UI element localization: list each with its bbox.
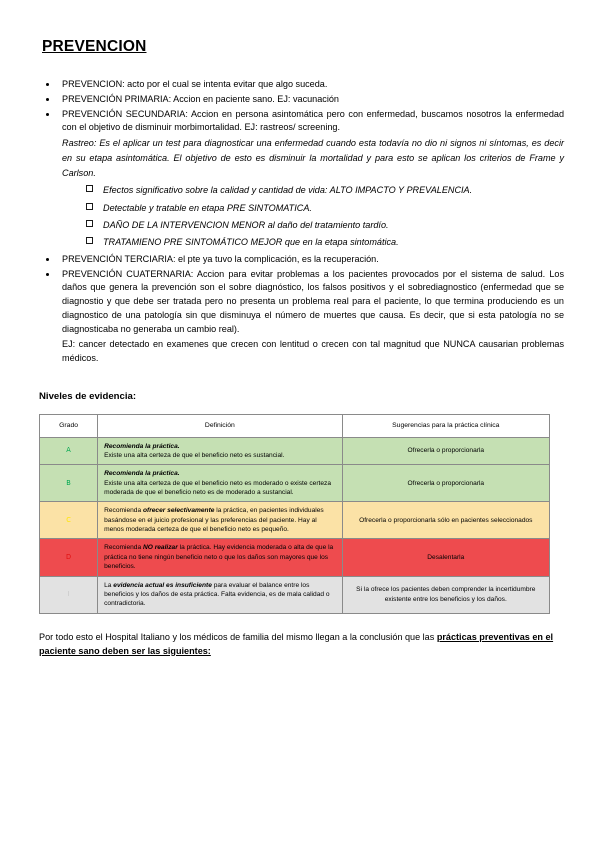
definition-cell-a	[98, 437, 342, 465]
list-item	[38, 78, 564, 92]
list-item	[38, 268, 564, 365]
bullet-dot-icon	[46, 113, 49, 116]
table-header	[40, 414, 550, 437]
checkbox-item-label: DAÑO DE LA INTERVENCION MENOR al daño del tratamiento tardío.	[103, 220, 389, 231]
page-title: PREVENCION	[42, 38, 147, 55]
table-body	[40, 437, 550, 613]
definition-body: la práctica. Hay evidencia moderada o alta de que la práctica no tiene ningún beneficio neto o que los daños son mayores que los beneficios.	[104, 544, 334, 571]
table-row	[40, 576, 550, 613]
checkbox-list-item	[86, 235, 564, 249]
definition-body: Existe una alta certeza de que el beneficio neto es moderado o existe certeza moderada de que el beneficio neto es de moderado a sustancial.	[104, 479, 332, 496]
suggestion-cell-c: Ofrecerla o proporcionarla sólo en pacientes seleccionados	[342, 502, 549, 539]
table-row	[40, 437, 550, 465]
checkbox-list-item	[86, 218, 564, 232]
definition-prefix: Recomienda	[104, 544, 143, 552]
list-item-label: PREVENCIÓN CUATERNARIA: Accion para evitar problemas a los pacientes provocados por el sistema de salud. Los daños que genera la prevención son el sobre diagnóstico, los falsos positivos y el sobrediagnostico (enfermedad que se diagnostio y que debe ser tratada pero no presenta un problema real para el paciente, lo que termina produciendo es un diagnostico de una patología sin que disminuya el número de muertes que causa. Es decir, que si esta patología no se diagnosticaba no generaba un cambio real).	[62, 268, 564, 334]
list-item-label: PREVENCIÓN PRIMARIA: Accion en paciente sano. EJ: vacunación	[62, 93, 339, 104]
checkbox-icon[interactable]	[86, 203, 93, 210]
checkbox-list-item	[86, 201, 564, 215]
definition-body: Existe una alta certeza de que el beneficio neto es sustancial.	[104, 451, 285, 459]
section-heading-niveles-evidencia: Niveles de evidencia:	[39, 390, 137, 402]
definition-headline: Recomienda la práctica.	[104, 442, 180, 450]
conclusion-line-1: Por todo esto el Hospital Italiano y los médicos de familia del mismo llegan a la conclusión que las	[39, 631, 435, 642]
bullet-dot-icon	[46, 83, 49, 86]
frame-carlson-criteria-list	[62, 183, 564, 249]
checkbox-item-label: Efectos significativo sobre la calidad y cantidad de vida: ALTO IMPACTO Y PREVALENCIA.	[103, 185, 473, 196]
rastreo-paragraph: Rastreo: Es el aplicar un test para diagnosticar una enfermedad cuando esta todavía no dio ni signos ni síntomas, es decir en su etapa asintomática. El objetivo de esto es disminuir la mortalidad y para esto se aplican los criterios de Frame y Carlson.	[62, 138, 564, 178]
list-item	[38, 253, 564, 267]
definition-cell-i	[98, 576, 342, 613]
table-row	[40, 502, 550, 539]
list-item	[38, 93, 564, 107]
list-item	[38, 108, 564, 250]
definition-prefix: Recomienda	[104, 507, 143, 515]
column-header-definicion: Definición	[98, 414, 342, 437]
grade-cell-d: D	[40, 539, 98, 576]
grade-cell-c: C	[40, 502, 98, 539]
conclusion-paragraph	[39, 630, 564, 658]
bullet-dot-icon	[46, 258, 49, 261]
table-row	[40, 465, 550, 502]
checkbox-item-label: TRATAMIENO PRE SINTOMÁTICO MEJOR que en la etapa sintomática.	[103, 237, 399, 248]
definition-emphasis: ofrecer selectivamente	[142, 507, 215, 515]
list-item-label: PREVENCIÓN SECUNDARIA: Accion en persona asintomática pero con enfermedad, buscamos nosotros la enfermedad con el objetivo de disminuir morbimortalidad. EJ: rastreos/ screening.	[62, 108, 564, 133]
checkbox-icon[interactable]	[86, 185, 93, 192]
definition-emphasis: NO realizar	[142, 544, 178, 552]
checkbox-icon[interactable]	[86, 220, 93, 227]
checkbox-icon[interactable]	[86, 237, 93, 244]
definition-cell-d	[98, 539, 342, 576]
definition-body: la práctica, en pacientes individuales basándose en el juicio profesional y las preferencias del paciente. Hay al menos moderada certeza de que el beneficio neto es pequeño.	[104, 507, 324, 534]
list-item-label: PREVENCION: acto por el cual se intenta evitar que algo suceda.	[62, 79, 328, 89]
ejemplo-paragraph: EJ: cancer detectado en examenes que crecen con lentitud o crecen con tal magnitud que NUNCA causarian problemas médicos.	[62, 338, 564, 363]
checkbox-item-label: Detectable y tratable en etapa PRE SINTOMATICA.	[103, 202, 312, 213]
definition-headline: Recomienda la práctica.	[104, 470, 180, 478]
evidence-levels-table	[39, 414, 550, 614]
grade-cell-b: B	[40, 465, 98, 502]
definition-emphasis: evidencia actual es insuficiente	[113, 581, 212, 589]
definition-cell-c	[98, 502, 342, 539]
table-row	[40, 539, 550, 576]
conclusion-line-2: prácticas preventivas en el paciente sano deben ser las siguientes:	[39, 631, 554, 656]
definition-prefix: La	[104, 581, 114, 589]
suggestion-cell-a: Ofrecerla o proporcionarla	[342, 437, 549, 465]
column-header-grado: Grado	[40, 414, 98, 437]
grade-cell-a: A	[40, 437, 98, 465]
suggestion-cell-d: Desalentarla	[342, 539, 549, 576]
column-header-sugerencias: Sugerencias para la práctica clínica	[342, 414, 549, 437]
grade-cell-i: I	[40, 576, 98, 613]
suggestion-cell-b: Ofrecerla o proporcionarla	[342, 465, 549, 502]
bullet-dot-icon	[46, 98, 49, 101]
definition-cell-b	[98, 465, 342, 502]
evidence-table-wrapper	[39, 414, 550, 614]
checkbox-list-item	[86, 183, 564, 197]
table-header-row	[40, 414, 550, 437]
bullet-dot-icon	[46, 273, 49, 276]
suggestion-cell-i: Si la ofrece los pacientes deben comprender la incertidumbre existente entre los beneficios y los daños.	[342, 576, 549, 613]
definition-body: para evaluar el balance entre los beneficios y los daños de esta práctica. Falta evidencia, es de mala calidad o contradictoria.	[104, 581, 330, 608]
prevention-definitions-list	[38, 78, 564, 365]
list-item-label: PREVENCIÓN TERCIARIA: el pte ya tuvo la complicación, es la recuperación.	[62, 253, 379, 264]
